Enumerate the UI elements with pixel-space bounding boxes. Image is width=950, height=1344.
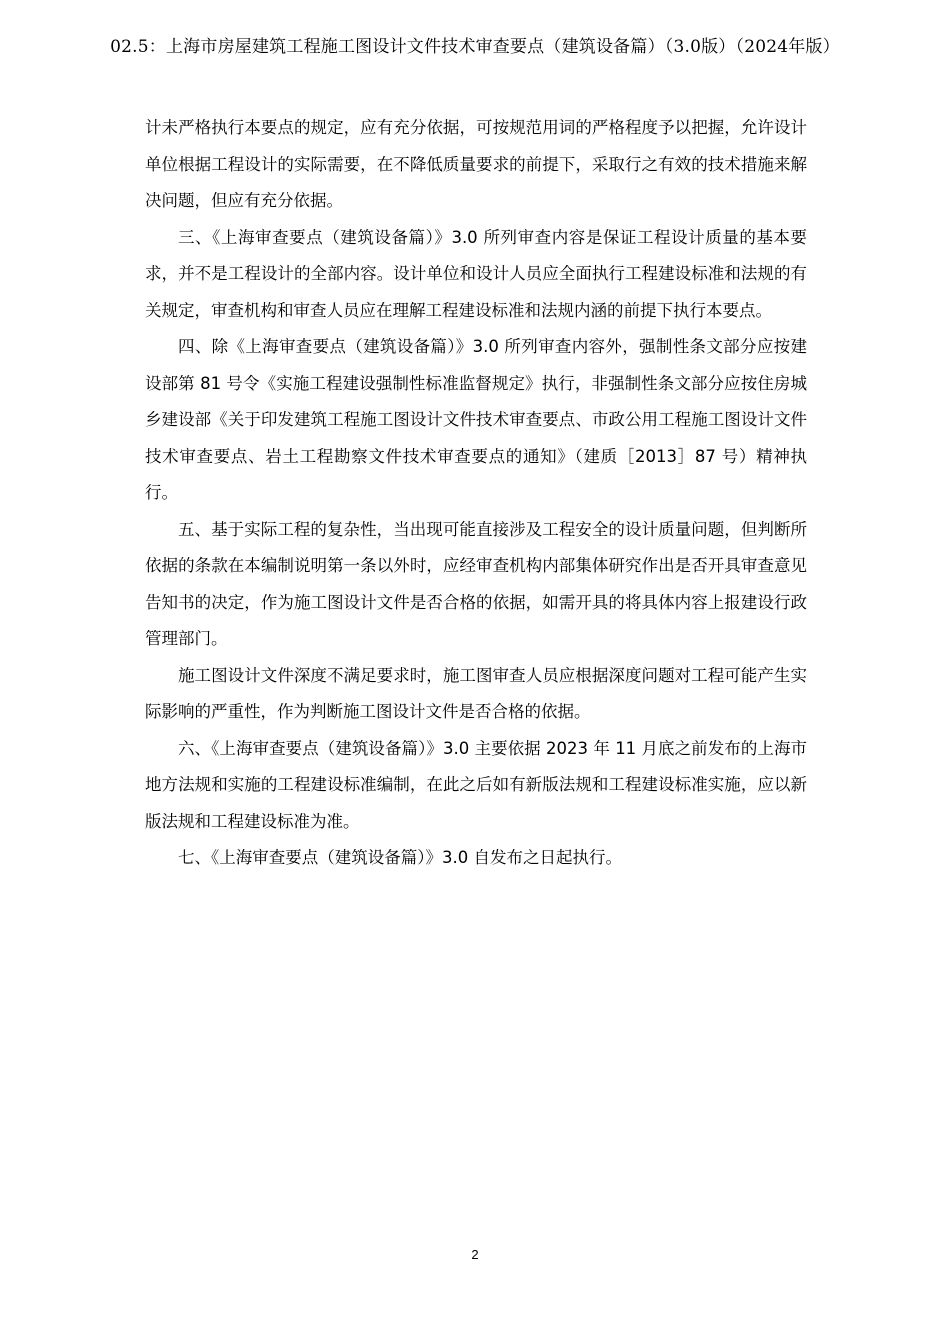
paragraph-item-6: 六、《上海审查要点（建筑设备篇）》3.0 主要依据 2023 年 11 月底之前发布的上海市地方法规和实施的工程建设标准编制，在此之后如有新版法规和工程建设标准实施，应以新版法规和工程建设标准为准。 (145, 738, 807, 831)
paragraph-item-5-supplement: 施工图设计文件深度不满足要求时，施工图审查人员应根据深度问题对工程可能产生实际影响的严重性，作为判断施工图设计文件是否合格的依据。 (145, 665, 807, 721)
paragraph-item-3: 三、《上海审查要点（建筑设备篇）》3.0 所列审查内容是保证工程设计质量的基本要求，并不是工程设计的全部内容。设计单位和设计人员应全面执行工程建设标准和法规的有关规定，审查机构和审查人员应在理解工程建设标准和法规内涵的前提下执行本要点。 (145, 227, 807, 320)
paragraph-item-5: 五、基于实际工程的复杂性，当出现可能直接涉及工程安全的设计质量问题，但判断所依据的条款在本编制说明第一条以外时，应经审查机构内部集体研究作出是否开具审查意见告知书的决定，作为施工图设计文件是否合格的依据，如需开具的将具体内容上报建设行政管理部门。 (145, 519, 807, 648)
page-header-title: 02.5：上海市房屋建筑工程施工图设计文件技术审查要点（建筑设备篇）（3.0版）（2024年版） (110, 37, 840, 57)
paragraph-item-7: 七、《上海审查要点（建筑设备篇）》3.0 自发布之日起执行。 (178, 848, 622, 867)
page-number: 2 (471, 1247, 479, 1262)
paragraph-item-4: 四、除《上海审查要点（建筑设备篇）》3.0 所列审查内容外，强制性条文部分应按建设部第 81 号令《实施工程建设强制性标准监督规定》执行，非强制性条文部分应按住房城乡建设部《关于印发建筑工程施工图设计文件技术审查要点、市政公用工程施工图设计文件技术审查要点、岩土工程勘察文件技术审查要点的通知》（建质［2013］87 号）精神执行。 (145, 337, 807, 502)
document-body (145, 110, 807, 877)
paragraph-continuation: 计未严格执行本要点的规定，应有充分依据，可按规范用词的严格程度予以把握，允许设计单位根据工程设计的实际需要，在不降低质量要求的前提下，采取行之有效的技术措施来解决问题，但应有充分依据。 (145, 118, 807, 210)
